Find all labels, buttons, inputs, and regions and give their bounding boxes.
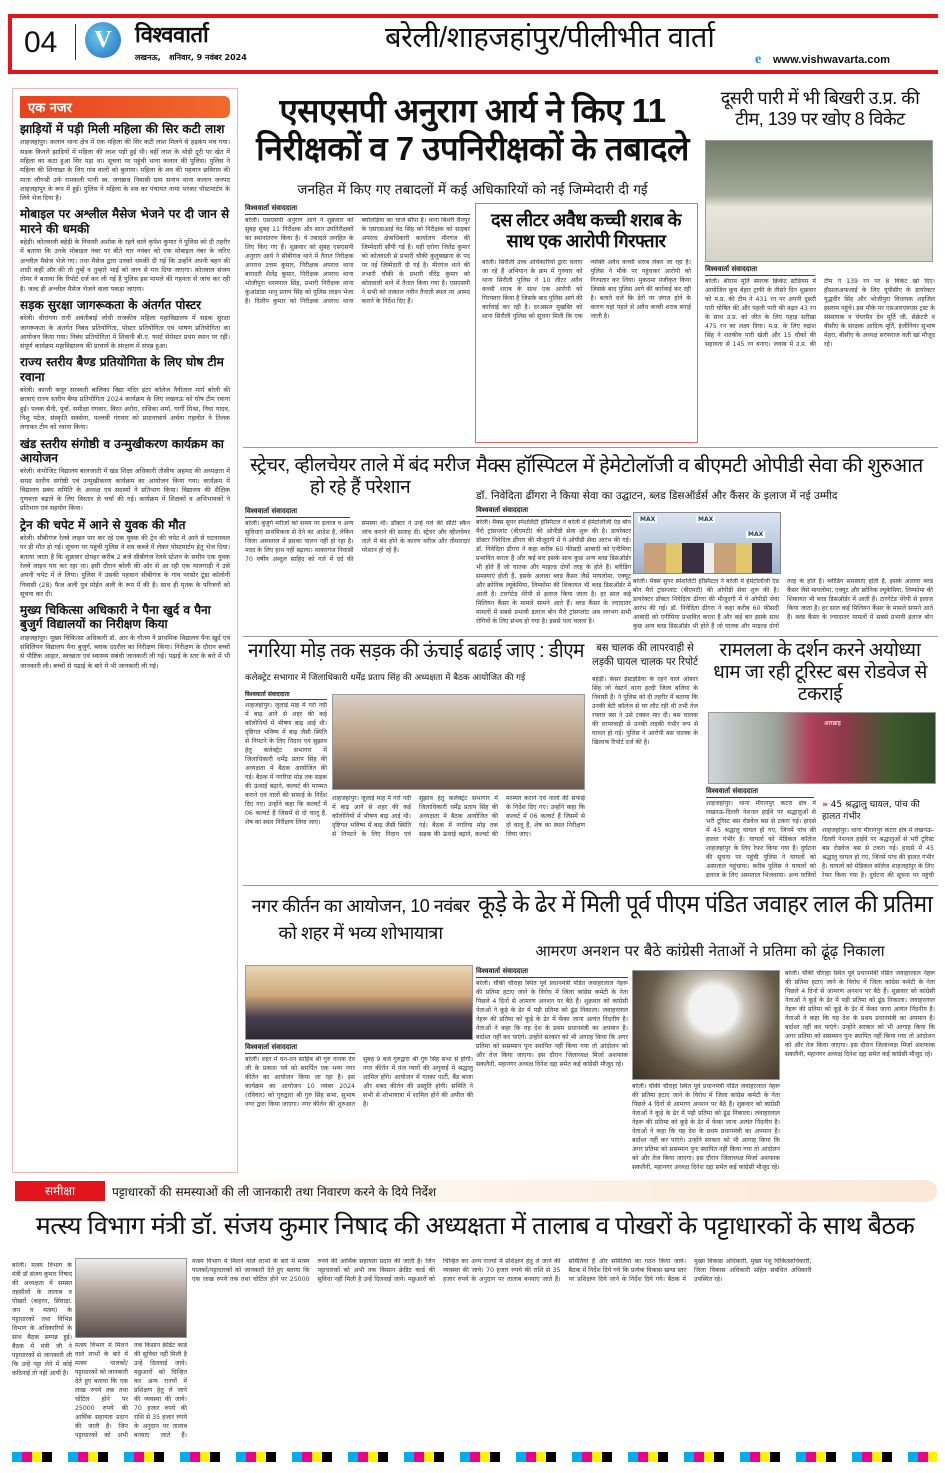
sidebar-story-body: शाहजहांपुर। मुख्य चिकित्सा अधिकारी डॉ. आर के गौतम ने प्राथमिक विद्यालय पैना खुर्द एवं संविलियन विद्यालय पैना बुजुर्ग, ब्लाक ददरौल का निरीक्षण किया। निरीक्षण के दौरान बच्चों से पौष्टिक आहार, स्वच्छता एवं स्वास्थ्य संबंधी जानकारी ली गई। पढ़ाई के स्तर के बारे में भी जानकारी ली। बच्चों से पढ़ाई के बारे में भी जानकारी ली गई। xyxy=(20,633,230,670)
byline: विश्ववार्ता संवाददाता xyxy=(245,1043,355,1054)
cricket-photo xyxy=(705,140,933,262)
ek-nazar-box xyxy=(12,88,238,1173)
byline: विश्ववार्ता संवाददाता xyxy=(476,967,628,978)
cricket-headline: दूसरी पारी में भी बिखरी उ.प्र. की टीम, 139 पर खोए 8 विकेट xyxy=(720,88,920,129)
nagariya-headline: नगरिया मोड़ तक सड़क की ऊंचाई बढाई जाए : डीएम xyxy=(248,640,584,662)
nehru-body-right: बरेली। चौकी चौराहा स्थित पूर्व प्रधानमंत्री पंडित जवाहरलाल नेहरू की प्रतिमा हटाए जाने के विरोध में जिला कांग्रेस कमेटी के नेता पिछले 4 दिनों से आमरण अनशन पर बैठे हैं। शुक्रवार को कांग्रेसी नेताओं ने कूड़े के ढेर में पड़ी प्रतिमा को ढूंढ निकाला। जवाहरलाल नेहरू की प्रतिमा को कूड़े के ढेर में फेंका जाना अत्यंत निंदनीय है। नेताओं ने कहा कि यह देश के प्रथम प्रधानमंत्री का अपमान है। बर्दाश्त नहीं कर पाएंगे। उन्होंने सरकार को भी आगाह किया कि अगर प्रतिमा को ससम्मान पुनः स्थापित नहीं किया गया तो आंदोलन को और तेज किया जाएगा। इस दौरान जिलाध्यक्ष मिर्जा अशफाक सकलैनी, महानगर अध्यक्ष दिनेश दद्दा समेत कई कांग्रेसी मौजूद रहे। xyxy=(785,970,935,1058)
max-photo xyxy=(633,512,781,574)
page-number: 04 xyxy=(24,26,58,59)
stretcher-body: बरेली। बुजुर्ग मरीजों को समय पर इलाज व अन्य सुविधाएं प्राथमिकता से देने का आदेश है, लेकिन जिला अस्पताल में इसका पालन नहीं हो रहा है। मदद के लिए हाथ नहीं बढ़ाया। थाकरगंज निवासी 70 वर्षीय अब्दुल साहिद को गले में दर्द की समस्या थी। डॉक्टर ने उन्हें गले की सीटी स्कैन जांच कराने की सलाह दी। स्ट्रेचर और व्हीलचेयर ताले में बंद होने के कारण मरीज और तीमारदार परेशान हो रहे हैं। xyxy=(245,520,470,563)
max-logo: MAX xyxy=(748,531,764,538)
color-registration-strip xyxy=(12,1452,937,1462)
kirtan-story xyxy=(245,1043,473,1171)
sidebar-story-title: मोबाइल पर अश्लील मैसेज भेजने पर दी जान से मारने की धमकी xyxy=(20,207,230,236)
browser-e-icon: e xyxy=(755,52,762,67)
byline: विश्ववार्ता संवाददाता xyxy=(245,690,327,700)
logo-name: विश्ववार्ता xyxy=(135,22,209,47)
nehru-headline: कूड़े के ढेर में मिली पूर्व पीएम पंडित जवाहर लाल की प्रतिमा xyxy=(478,891,933,918)
byline: विश्ववार्ता संवाददाता xyxy=(706,787,814,798)
nagariya-body: शाहजहांपुर। जुलाई माह में गर्रा नदी में बाढ़ आने से शहर की कई कॉलोनियों में भीषण बाढ़ आई थी। दृष्टिगत भविष्य में बाढ़ जैसी स्थिति से निपटने के लिए निदान एवं सुझाव हेतु कलेक्ट्रेट सभागार में जिलाधिकारी धर्मेंद्र प्रताप सिंह की अध्यक्षता में बैठक आयोजित की गई। बैठक में नगरिया मोड़ तक सड़क की ऊंचाई बढ़ाने, कल्वर्ट की मरम्मत कराने एवं नालों की सफाई के निर्देश दिए गए। उन्होंने कहा कि कल्वर्ट में 06 कल्वर्ट हैं जिसमें से दो चालू हैं, शेष का स्थल निरीक्षण लिया जाए। xyxy=(245,702,327,826)
bus-sign: आरब्राह xyxy=(824,720,841,727)
pullquote-text: 45 श्रद्धालु घायल, पांच की हालत गंभीर xyxy=(822,800,920,822)
ramlala-body-cont: शाहजहांपुर। थाना मीरानपुर कटरा क्षेत्र में लखनऊ-दिल्ली नेशनल हाईवे पर श्रद्धालुओं से भरी टूरिस्ट बस रोडवेज बस से टकरा गई। हादसे में 45 श्रद्धालु घायल हो गए, जिनमें पांच की हालत गंभीर है। घायलों को मेडिकल कॉलेज शाहजहांपुर के लिए रेफर किया गया है। दुर्घटना की सूचना पर पहुंची xyxy=(822,827,934,880)
byline: विश्ववार्ता संवाददाता xyxy=(476,506,631,517)
bus-driver-body: बहेड़ी। केसर ईस्टइंडिया के रहने वाले ओंकार सिंह जो वेस्टर्न थाना हल्दी जिला बलिया के निवासी हैं। ने पुलिस को दी तहरीर में बताया कि उनकी बेटी कॉलेज से घर लौट रही थी तभी तेज रफ्तार बस ने उसे टक्कर मार दी। बस चालक की लापरवाही से उनकी लड़की गंभीर रूप से घायल हो गई। पुलिस ने आरोपी बस चालक के खिलाफ रिपोर्ट दर्ज की है। xyxy=(592,676,698,746)
samiksha-kicker: पट्टाधारकों की समस्याओं की ली जानकारी तथा निवारण करने के दिये निर्देश xyxy=(112,1185,437,1199)
sidebar-story-body: शाहजहांपुर। कलान थाना क्षेत्र में एक महिला की सिर कटी लाश मिलने से हड़कंप मच गया। सड़क किनारे झाड़ियों में महिला की लाश पड़ी हुई थी। वहीं लाश के थोड़ी दूरी पर खेत में महिला का कटा हुआ सिर पड़ा था। सूचना पर पहुंची थाना कलान की पुलिस। पुलिस ने महिला की शिनाख्त के लिए गांव वालों को बुलाया। महिला के शव की पहचान छविराम की माता लौंगश्री उर्फ रामकली पत्नी स्व. जगन्नाथ निवासी ग्राम सनाय थाना कलान जनपद शाहजहांपुर के रूप में हुई। पुलिस ने महिला के शव का पंचायत नामा भरकर पोस्टमार्टम के लिये भेज दिया है। xyxy=(20,138,230,203)
max-story xyxy=(476,506,631,631)
sidebar-story-body: बरेली। कान्ती कपूर सरस्वती बालिका विद्या मंदिर इंटर कॉलेज नैनीताल मार्ग बरेली की छात्राएं राज्य स्तरीय बैण्ड प्रतियोगिता 2024 कार्यक्रम के लिए लखनऊ को घोष टीम रवाना हुई। पलक सैनी, पूर्वा, समीक्षा गंगवार, विरत अरोरा, राधिका शर्मा, गार्गी मिश्रा, निधा यादव, निशु पटेल, संस्कृति सक्सेना, पल्लवी गंगवार को प्रधानाचार्य अर्चना गहलोत ने तिलक लगाकर टीम को रवाना किया। xyxy=(20,386,230,432)
max-headline: मैक्स हॉस्पिटल में हेमेटोलॉजी व बीएमटी ओपीडी सेवा की शुरुआत xyxy=(476,455,923,477)
sidebar-story-title: खंड स्तरीय संगोष्ठी व उन्मुखीकरण कार्यक्रम का आयोजन xyxy=(20,436,224,465)
liquor-story xyxy=(475,203,698,443)
liquor-body: बरेली। सिरौली उच्च अधिकारियों द्वारा चलाए जा रहे हैं अभियान के क्रम में गुरुवार को थाना सिरौली पुलिस ने 10 लीटर अवैध कच्ची शराब के साथ एक आरोपी को गिरफ्तार किया है जिसके बाद पुलिस आगे की कार्रवाई कर रही है। दरअसल मुखबिर को थाना सिरौली पुलिस को सूचना मिली कि एक व्यक्ति अवैध कच्ची शराब लेकर जा रहा है। पुलिस ने मौके पर पहुंचकर आरोपी को गिरफ्तार कर लिया। मुकदमा पंजीकृत किया जिसके बाद पुलिस आगे की कार्रवाई कर रही है। बताते चलें कि डेरों पर जंगल होने के कारण यहां पहले से अवैध कच्ची शराब बनाई जाती है। xyxy=(482,259,691,321)
lead-subhead: जनहित में किए गए तबादलों में कई अधिकारियों को नई जिम्मेदारी दी गई xyxy=(297,182,648,198)
max-body: बरेली। मैक्स सुपर स्पेशलिटी हॉस्पिटल ने बरेली में हेमेटोलॉजी एंड बोन मैरो ट्रांसप्लांट (बीएमटी) की ओपीडी सेवा शुरू की है। डायरेक्टर डॉक्टर निवेदिता ढींगरा की मौजूदगी में ये ओपीडी सेवा आरंभ की गई। डॉ. निवेदिता ढींगरा ने कहा करीब 60 फीसदी आबादी को एनीमिया प्रभावित करता है और कई बार इसके साथ कुछ अन्य ब्लड डिसऑर्डर भी होते हैं जो घातक और माइल्ड दोनों तरह के होते हैं। ब्लीडिंग समस्याएं होती हैं, इसके अलावा ब्लड कैंसर जैसे मायलोमा, एक्यूट और क्रोनिक ल्यूकेमिया, लिम्फोमा की शिकायत भी ब्लड डिसऑर्डर में आती है। टारगेटेड थेरेपी से इलाज किया जाता है। हर साल कई मिलियन कैंसर के मामले सामने आते हैं। ब्लड कैंसर के ज्यादातर मामलों में सबसे प्रभावी इलाज बोन मैरो ट्रांसप्लांट अब लगभग सभी रोगियों के लिए संभव हो गया है। इससे पता चलता है। xyxy=(476,519,631,625)
sidebar-story-body: बरेली। सीबीगंज रेलवे लाइन पार कर रहे एक युवक की ट्रेन की चपेट में आने से घटनास्थल पर ही मौत हो गई। सूचना पर पहुंची पुलिस ने शव कब्जे में लेकर पोस्टमार्टम हेतु भेज दिया। बताया जाता है कि शुक्रवार दोपहर करीब 2 बजे सीबीगंज रेलवे स्टेशन के समीप एक युवक रेलवे लाइन पार कर रहा था। इसी दौरान बरेली की ओर से आ रही एक मालगाड़ी ने उसे अपनी चपेट में ले लिया। पुलिस ने उसकी पहचान सीबीगंज के गांव परसोर टूंडा कॉलोनी निवासी (28) फैज अली पुत्र मोईन अली के रूप में की है। साथ ही मृतक के परिजनों को सूचना कर दी। xyxy=(20,534,230,598)
meeting-photo xyxy=(332,694,585,790)
ramlala-body: शाहजहांपुर। थाना मीरानपुर कटरा क्षेत्र में लखनऊ-दिल्ली नेशनल हाईवे पर श्रद्धालुओं से भरी टूरिस्ट बस रोडवेज बस से टकरा गई। हादसे में 45 श्रद्धालु घायल हो गए, जिनमें पांच की हालत गंभीर है। घायलों को मेडिकल कॉलेज शाहजहांपुर के लिए रेफर किया गया है। दुर्घटना की सूचना पर पहुंची पुलिस ने घायलों को अस्पताल पहुंचाया। करीब पुलिस ने घायलों को इलाज के लिए अस्पताल भिजवाया। अन्य यात्रियों xyxy=(706,800,816,878)
nagariya-subhead: कलेक्ट्रेट सभागार में जिलाधिकारी धर्मेंद्र प्रताप सिंह की अध्यक्षता में बैठक आयोजित की गई xyxy=(245,673,526,683)
stretcher-headline: स्ट्रेचर, व्हीलचेयर ताले में बंद मरीज हो रहे हैं परेशान xyxy=(250,455,470,498)
samiksha-intro: बरेली। मत्स्य विभाग के मंत्री डॉ संजय कुमार निषाद की अध्यक्षता में समस्त तहसीलों के तालाब व पोखरों (कहरन, सिंघाड़ा, जन व मत्स्य) के पट्टाधारकों तथा विभिन्न विभाग के अधिकारियों के साथ बैठक सम्पन्न हुई। बैठक में मंत्री जी ने पट्टाधारकों से जानकारी ली कि उन्हें पट्टा लेने में कोई कठिनाई तो नहीं आयी है। xyxy=(12,1262,72,1377)
sidebar-story-title: सड़क सुरक्षा जागरूकता के अंतर्गत पोस्टर xyxy=(20,297,201,312)
sidebar-story-body: बहेड़ी। कोतवाली बहेड़ी के निवासी अशोक के रहने वाले कृपेश कुमार ने पुलिस को दी तहरीर में बताया कि उनके मोबाइल नंबर पर बीते चार नवंबर को एक मोबाइल नंबर के जरिए अश्लील मैसेज भेजे गए। तथा मैसेज द्वारा उनको धमकी दी गई कि उन्होंने अपनी बहन की शादी कहीं और की तो तुम्हें व तुम्हारे भाई को जान से मार दिया जाएगा। कोतवाल संजय तोमर ने बताया कि रिपोर्ट दर्ज कर ली गई है पुलिस इस मामले की गहनता से जांच कर रही है। जल्द ही अश्लील मैसेज भेजने वाला पकड़ा जाएगा। xyxy=(20,238,230,293)
kirtan-headline: नगर कीर्तन का आयोजन, 10 नवंबर को शहर में भव्य शोभायात्रा xyxy=(251,896,470,943)
logo-globe-icon: V xyxy=(85,22,121,58)
max-logo: MAX xyxy=(698,516,714,523)
website-link[interactable]: www.vishwavarta.com xyxy=(773,54,890,66)
max-logo: MAX xyxy=(640,516,656,523)
byline: विश्ववार्ता संवाददाता xyxy=(705,265,815,276)
sidebar-stories xyxy=(20,122,230,671)
lead-headline: एसएसपी अनुराग आर्य ने किए 11 निरीक्षकों व 7 उपनिरीक्षकों के तबादले xyxy=(256,92,689,167)
nagariya-body-cont: शाहजहांपुर। जुलाई माह में गर्रा नदी में बाढ़ आने से शहर की कई कॉलोनियों में भीषण बाढ़ आई थी। दृष्टिगत भविष्य में बाढ़ जैसी स्थिति से निपटने के लिए निदान एवं सुझाव हेतु कलेक्ट्रेट सभागार में जिलाधिकारी धर्मेंद्र प्रताप सिंह की अध्यक्षता में बैठक आयोजित की गई। बैठक में नगरिया मोड़ तक सड़क की ऊंचाई बढ़ाने, कल्वर्ट की मरम्मत कराने एवं नालों की सफाई के निर्देश दिए गए। उन्होंने कहा कि कल्वर्ट में 06 कल्वर्ट हैं जिसमें से दो चालू हैं, शेष का स्थल निरीक्षण लिया जाए। xyxy=(332,795,585,838)
nehru-body: बरेली। चौकी चौराहा स्थित पूर्व प्रधानमंत्री पंडित जवाहरलाल नेहरू की प्रतिमा हटाए जाने के विरोध में जिला कांग्रेस कमेटी के नेता पिछले 4 दिनों से आमरण अनशन पर बैठे हैं। शुक्रवार को कांग्रेसी नेताओं ने कूड़े के ढेर में पड़ी प्रतिमा को ढूंढ निकाला। जवाहरलाल नेहरू की प्रतिमा को कूड़े के ढेर में फेंका जाना अत्यंत निंदनीय है। नेताओं ने कहा कि यह देश के प्रथम प्रधानमंत्री का अपमान है। बर्दाश्त नहीं कर पाएंगे। उन्होंने सरकार को भी आगाह किया कि अगर प्रतिमा को ससम्मान पुनः स्थापित नहीं किया गया तो आंदोलन को और तेज किया जाएगा। इस दौरान जिलाध्यक्ष मिर्जा अशफाक सकलैनी, महानगर अध्यक्ष दिनेश दद्दा समेत कई कांग्रेसी मौजूद रहे। xyxy=(476,980,628,1068)
max-subhead: डॉ. निवेदिता ढींगरा ने किया सेवा का उद्घाटन, ब्लड डिसऑर्डर्स और कैंसर के इलाज में नई उम्मीद xyxy=(476,490,838,502)
nehru-statue-photo xyxy=(632,970,780,1080)
nehru-story xyxy=(476,967,628,1172)
dateline: लखनऊ, शनिवार, 9 नवंबर 2024 xyxy=(135,53,247,62)
edition-title: बरेली/शाहजहांपुर/पीलीभीत वार्ता xyxy=(385,22,715,54)
byline: विश्ववार्ता संवाददाता xyxy=(245,507,350,518)
nehru-body-cont: बरेली। चौकी चौराहा स्थित पूर्व प्रधानमंत्री पंडित जवाहरलाल नेहरू की प्रतिमा हटाए जाने के विरोध में जिला कांग्रेस कमेटी के नेता पिछले 4 दिनों से आमरण अनशन पर बैठे हैं। शुक्रवार को कांग्रेसी नेताओं ने कूड़े के ढेर में पड़ी प्रतिमा को ढूंढ निकाला। जवाहरलाल नेहरू की प्रतिमा को कूड़े के ढेर में फेंका जाना अत्यंत निंदनीय है। नेताओं ने कहा कि यह देश के प्रथम प्रधानमंत्री का अपमान है। बर्दाश्त नहीं कर पाएंगे। उन्होंने सरकार को भी आगाह किया कि अगर प्रतिमा को ससम्मान पुनः स्थापित नहीं किया गया तो आंदोलन को और तेज किया जाएगा। इस दौरान जिलाध्यक्ष मिर्जा अशफाक सकलैनी, महानगर अध्यक्ष दिनेश दद्दा समेत कई कांग्रेसी मौजूद रहे। xyxy=(632,1083,780,1171)
sidebar-story-title: ट्रेन की चपेट में आने से युवक की मौत xyxy=(20,517,186,532)
sidebar-story-title: मुख्य चिकित्सा अधिकारी ने पैना खुर्द व पैना बुजुर्ग विद्यालयों का निरीक्षण किया xyxy=(20,603,211,632)
sidebar-story-title: राज्य स्तरीय बैण्ड प्रतियोगिता के लिए घोष टीम रवाना xyxy=(20,355,224,384)
kirtan-body: बरेली। शहर में धन-धन साहिब श्री गुरु नानक देव जी के प्रकाश पर्व को समर्पित एक भव्य नगर कीर्तन का आयोजन किया जा रहा है। इस कार्यक्रम का आयोजन 10 नवंबर 2024 (रविवार) को गुरुद्वारा श्री गुरु सिंह सभा, सुभाष नगर द्वारा किया जाएगा। नगर कीर्तन की शुरुआत सुबह 9 बजे गुरुद्वारा श्री गुरु सिंह सभा से होगी। नगर कीर्तन में पंज प्यारों की अगुवाई में श्रद्धालु शामिल होंगे। आयोजन में गतका पार्टी, बैंड बाजा और शबद कीर्तन की प्रस्तुति होगी। समिति ने सभी से शोभायात्रा में शामिल होने की अपील की है। xyxy=(245,1056,473,1108)
liquor-headline: दस लीटर अवैध कच्ची शराब के साथ एक आरोपी गिरफ्तार xyxy=(491,210,681,251)
samiksha-body: मत्स्य विभाग में मिलने वाले लाभों के बारे में मत्स्य पालकों/पट्टाधारकों को जानकारी देते हुए बताया कि एक लाख रुपये तक तथा चोटिल होने पर 25000 रुपये की आर्थिक सहायता प्रदान की जाती है। जिन पट्टाधारकों को अभी तक किसान क्रेडिट कार्ड की सुविधा नहीं मिली है उन्हें दिलवाई जाये। मछुआरों को चिन्हित कर अन्य राज्यों में प्रशिक्षण हेतु ले जाने की व्यवस्था की जाये। 70 हजार रुपये की राशि से 35 हजार रुपये के अनुदान पर तालाब बनवाए जाते हैं। समितियां हैं और समितियों का गठन किया जाये। बैठक में निर्देश दिये गये कि प्रत्येक विकास खण्ड स्तर पर प्रशिक्षण दिये जाने के निर्देश दिये गये। बैठक में मुख्य विकास अधिकारी, मुख्य पशु चिकित्साधिकारी, जिला विकास अधिकारी सहित संबंधित अधिकारी उपस्थित रहे। xyxy=(192,1258,812,1283)
ramlala-story xyxy=(706,787,934,880)
lead-body: बरेली। एसएसपी अनुराग आर्य ने शुक्रवार को सुबह सुबह 11 निरीक्षक और सात उपनिरीक्षकों का स्थानांतरण किया है। ये तबादले जनहित के लिए किए गए हैं। शुक्रवार को सुबह एसएसपी अनुराग आर्य ने सीबीगंज थाने में तैनात निरीक्षक अपराध उत्तम कुमार, निरीक्षक अपराध थाना बारादरी शैलेंद्र कुमार, निरीक्षक अपराध थाना भोजीपुरा धरमपाल सिंह, प्रभारी निरीक्षक थाना कुआंडांडा भानु प्रताप सिंह को पुलिस लाइन भेजा है। दिलीप कुमार को निरीक्षक अपराध थाना क्योलड़िया का चार्ज सौंपा है। थाना बिथरी चैनपुर के एसएसआई वेद सिंह को निरीक्षक को साइबर अपराध क्षेत्राधिकारी कार्यालय मीरगंज की जिम्मेदारी सौंपी गई है। वहीं दरोगा जितेंद्र कुमार को कोतवाली से प्रभारी चौकी कुतुबखाना के पद पर नई जिम्मेदारी दी गई है। मीरगंज थाने की लभारी चौकी के प्रभारी वीरेंद्र कुमार को कोतवाली थाने में तैनात किया गया है। एसएसपी ने सभी को तत्काल नवीन तैनाती स्थल पर आमद कराने के निर्देश दिए हैं। xyxy=(245,217,470,305)
samiksha-tag: समीक्षा xyxy=(15,1181,105,1201)
samiksha-headline: मत्स्य विभाग मंत्री डॉ. संजय कुमार निषाद की अध्यक्षता में तालाब व पोखरों के पट्टाधारकों के साथ बैठक xyxy=(35,1212,915,1240)
cricket-story xyxy=(705,265,935,440)
cricket-body: बरेली। श्रीराम मूर्ति स्मारक क्रिकेट स्टेडियम में आयोजित कूच बेहार ट्राफी के तीसरे दिन शुक्रवार को म.प्र. की टीम ने 431 रन पर अपनी दूसरी पारी घोषित की और पहली पारी की बढ़त 43 रन के साथ उ.प्र. को जीत के लिए पहाड़ सरीखा 475 रन का लक्ष्य दिया। म.प्र. के लिए रुद्रांश सिंह ने शतकीय पारी खेली और 15 चौकों की सहायता से 145 रन बनाए। जवाब में उ.प्र. की टीम ने 139 रन पर 8 विकेट खो दिए। हौसलाअफजाई के लिए यूपीसीए के डायरेक्टर युद्धवीर सिंह और भोजीपुरा विधायक शहजिल इस्लाम पहुंचे। इस मौके पर एसआरएमएस ट्रस्ट के संस्थापक व चेयरमैन देव मूर्ति जी, सेक्रेटरी व बीसीए के संरक्षक आदित्य मूर्ति, इंजीनियर सुभाष मेहरा, बीसीए के अध्यक्ष सरफराज वली खां मौजूद रहे। xyxy=(705,278,935,348)
byline: विश्ववार्ता संवाददाता xyxy=(245,204,470,215)
divider xyxy=(243,885,938,886)
kirtan-photo xyxy=(245,965,473,1040)
sidebar-story-title: झाड़ियों में पड़ी मिली महिला की सिर कटी लाश xyxy=(20,122,225,136)
divider xyxy=(243,447,938,448)
bus-accident-photo xyxy=(708,712,936,784)
divider xyxy=(243,636,938,637)
ek-nazar-tab: एक नजर xyxy=(20,96,230,118)
nehru-subhead: आमरण अनशन पर बैठे कांग्रेसी नेताओं ने प्रतिमा को ढूंढ़ निकाला xyxy=(535,942,885,960)
double-chevron-icon: » xyxy=(822,800,828,810)
bus-driver-headline: बस चालक की लापरवाही से लड़की घायल चालक पर रिपोर्ट xyxy=(592,642,698,668)
nagariya-story xyxy=(245,690,327,880)
samiksha-body-under: मत्स्य विभाग में मिलने वाले लाभों के बारे में मत्स्य पालकों/पट्टाधारकों को जानकारी देते हुए बताया कि एक लाख रुपये तक तथा चोटिल होने पर 25000 रुपये की आर्थिक सहायता प्रदान की जाती है। जिन पट्टाधारकों को अभी तक किसान क्रेडिट कार्ड की सुविधा नहीं मिली है उन्हें दिलवाई जाये। मछुआरों को चिन्हित कर अन्य राज्यों में प्रशिक्षण हेतु ले जाने की व्यवस्था की जाये। 70 हजार रुपये की राशि से 35 हजार रुपये के अनुदान पर तालाब बनवाए जाते हैं। xyxy=(75,1342,187,1439)
lead-story xyxy=(245,204,470,442)
ramlala-headline: रामलला के दर्शन करने अयोध्या धाम जा रही टूरिस्ट बस रोडवेज से टकराई xyxy=(713,640,927,705)
pullquote xyxy=(822,800,934,823)
max-body-cont: बरेली। मैक्स सुपर स्पेशलिटी हॉस्पिटल ने बरेली में हेमेटोलॉजी एंड बोन मैरो ट्रांसप्लांट (बीएमटी) की ओपीडी सेवा शुरू की है। डायरेक्टर डॉक्टर निवेदिता ढींगरा की मौजूदगी में ये ओपीडी सेवा आरंभ की गई। डॉ. निवेदिता ढींगरा ने कहा करीब 60 फीसदी आबादी को एनीमिया प्रभावित करता है और कई बार इसके साथ कुछ अन्य ब्लड डिसऑर्डर भी होते हैं जो घातक और माइल्ड दोनों तरह के होते हैं। ब्लीडिंग समस्याएं होती हैं, इसके अलावा ब्लड कैंसर जैसे मायलोमा, एक्यूट और क्रोनिक ल्यूकेमिया, लिम्फोमा की शिकायत भी ब्लड डिसऑर्डर में आती है। टारगेटेड थेरेपी से इलाज किया जाता है। हर साल कई मिलियन कैंसर के मामले सामने आते हैं। ब्लड कैंसर के ज्यादातर मामलों में सबसे प्रभावी इलाज बोन xyxy=(633,578,933,630)
sidebar-story-body: बरेली। कंपोजिट विद्यालय बालजाती में खंड शिक्षा अधिकारी तौसीफ अहमद की अध्यक्षता में समग्र स्तरीय संगोष्ठी एवं उन्मुखीकरण कार्यक्रम का आयोजन किया गया। कार्यक्रम में विद्यालय प्रबंध समिति के अध्यक्ष एवं सदस्यों ने प्रतिभाग किया। विद्यालय की शैक्षिक गुणवत्ता बढ़ाने के लिए विस्तार से चर्चा की गई। कार्यक्रम में शिक्षकों व अभिभावकों ने प्रतिभाग एवं सहयोग किया। xyxy=(20,467,230,513)
stretcher-story xyxy=(245,507,470,632)
sidebar-story-body: बरेली। वीरांगना रानी अवंतीबाई लोधी राजकीय महिला महाविद्यालय में सड़क सुरक्षा जागरूकता के अंतर्गत निबंध प्रतियोगिता, पोस्टर प्रतियोगिता एवं भाषण प्रतियोगिता का आयोजन किया गया। निबंध प्रतियोगिता में शिवानी बी.ए. फर्स्ट सेमेस्टर प्रथम स्थान पर रहीं। संपूर्ण कार्यक्रम महाविद्यालय की प्राचार्य के संरक्षण में संपन्न हुआ। xyxy=(20,314,230,351)
divider xyxy=(75,24,76,60)
meeting-photo xyxy=(75,1258,187,1338)
